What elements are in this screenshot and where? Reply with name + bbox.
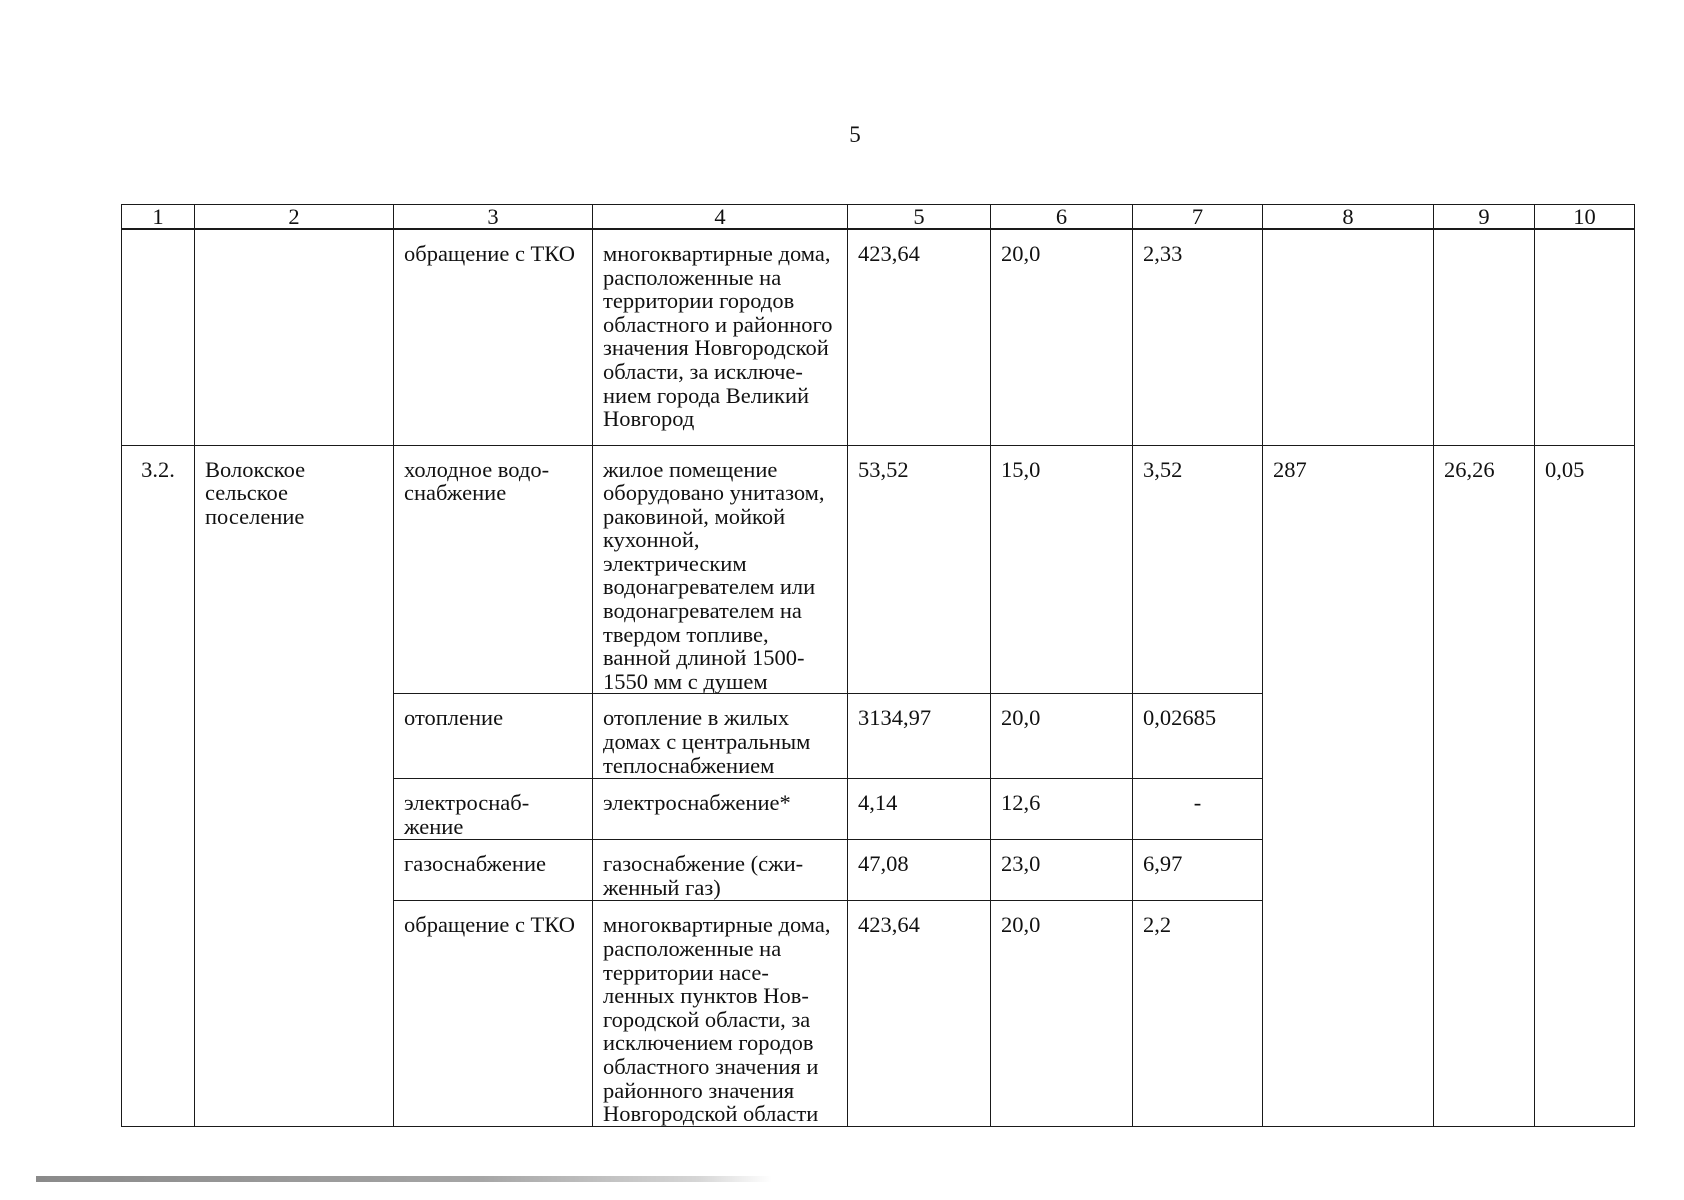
value-cell: 20,0 (991, 901, 1133, 1127)
description-cell: отопление в жилых домах с центральным теплоснабжением (593, 694, 848, 779)
row-number-cell: 3.2. (122, 445, 195, 1127)
service-cell: обращение с ТКО (394, 229, 593, 445)
header-cell: 7 (1133, 205, 1263, 230)
table-row (122, 445, 1635, 694)
header-cell: 5 (848, 205, 991, 230)
header-cell: 9 (1434, 205, 1535, 230)
value-cell: 3134,97 (848, 694, 991, 779)
page-number: 5 (849, 122, 861, 147)
settlement-cell: Волокское сельское поселение (195, 445, 394, 1127)
value-cell: 26,26 (1434, 445, 1535, 1127)
value-cell: 0,02685 (1133, 694, 1263, 779)
value-cell: 23,0 (991, 840, 1133, 901)
table-row (122, 229, 1635, 445)
value-cell: 0,05 (1535, 445, 1635, 1127)
value-cell: 4,14 (848, 779, 991, 840)
tariff-table (121, 204, 1635, 1127)
value-cell: - (1133, 779, 1263, 840)
header-cell: 3 (394, 205, 593, 230)
value-cell: 20,0 (991, 229, 1133, 445)
value-cell: 423,64 (848, 901, 991, 1127)
value-cell: 47,08 (848, 840, 991, 901)
description-cell: жилое помещение оборудовано унитазом, раковиной, мойкой кухонной, электрическим водонагревателем или водонагревателем на твердом топливе, ванной длиной 1500-1550 мм с душем (593, 445, 848, 694)
value-cell (1263, 229, 1434, 445)
value-cell: 2,2 (1133, 901, 1263, 1127)
service-cell: обращение с ТКО (394, 901, 593, 1127)
description-cell: газоснабжение (сжи-женный газ) (593, 840, 848, 901)
value-cell (1535, 229, 1635, 445)
service-cell: отопление (394, 694, 593, 779)
header-cell: 6 (991, 205, 1133, 230)
value-cell: 12,6 (991, 779, 1133, 840)
value-cell: 287 (1263, 445, 1434, 1127)
service-cell: электроснаб-жение (394, 779, 593, 840)
row-number-cell (122, 229, 195, 445)
value-cell: 53,52 (848, 445, 991, 694)
value-cell: 6,97 (1133, 840, 1263, 901)
value-cell: 423,64 (848, 229, 991, 445)
header-cell: 4 (593, 205, 848, 230)
header-cell: 10 (1535, 205, 1635, 230)
value-cell: 20,0 (991, 694, 1133, 779)
header-row (122, 205, 1635, 230)
service-cell: холодное водо-снабжение (394, 445, 593, 694)
description-cell: электроснабжение* (593, 779, 848, 840)
header-cell: 8 (1263, 205, 1434, 230)
value-cell: 2,33 (1133, 229, 1263, 445)
settlement-cell (195, 229, 394, 445)
value-cell (1434, 229, 1535, 445)
description-cell: многоквартирные дома, расположенные на территории насе-ленных пунктов Нов-городской области, за исключением городов областного значения и районного значения Новгородской области (593, 901, 848, 1127)
description-cell: многоквартирные дома, расположенные на территории городов областного и районного значения Новгородской области, за исключе-нием города Великий Новгород (593, 229, 848, 445)
value-cell: 3,52 (1133, 445, 1263, 694)
value-cell: 15,0 (991, 445, 1133, 694)
service-cell: газоснабжение (394, 840, 593, 901)
header-cell: 1 (122, 205, 195, 230)
scan-artifact-bar (36, 1176, 772, 1182)
header-cell: 2 (195, 205, 394, 230)
